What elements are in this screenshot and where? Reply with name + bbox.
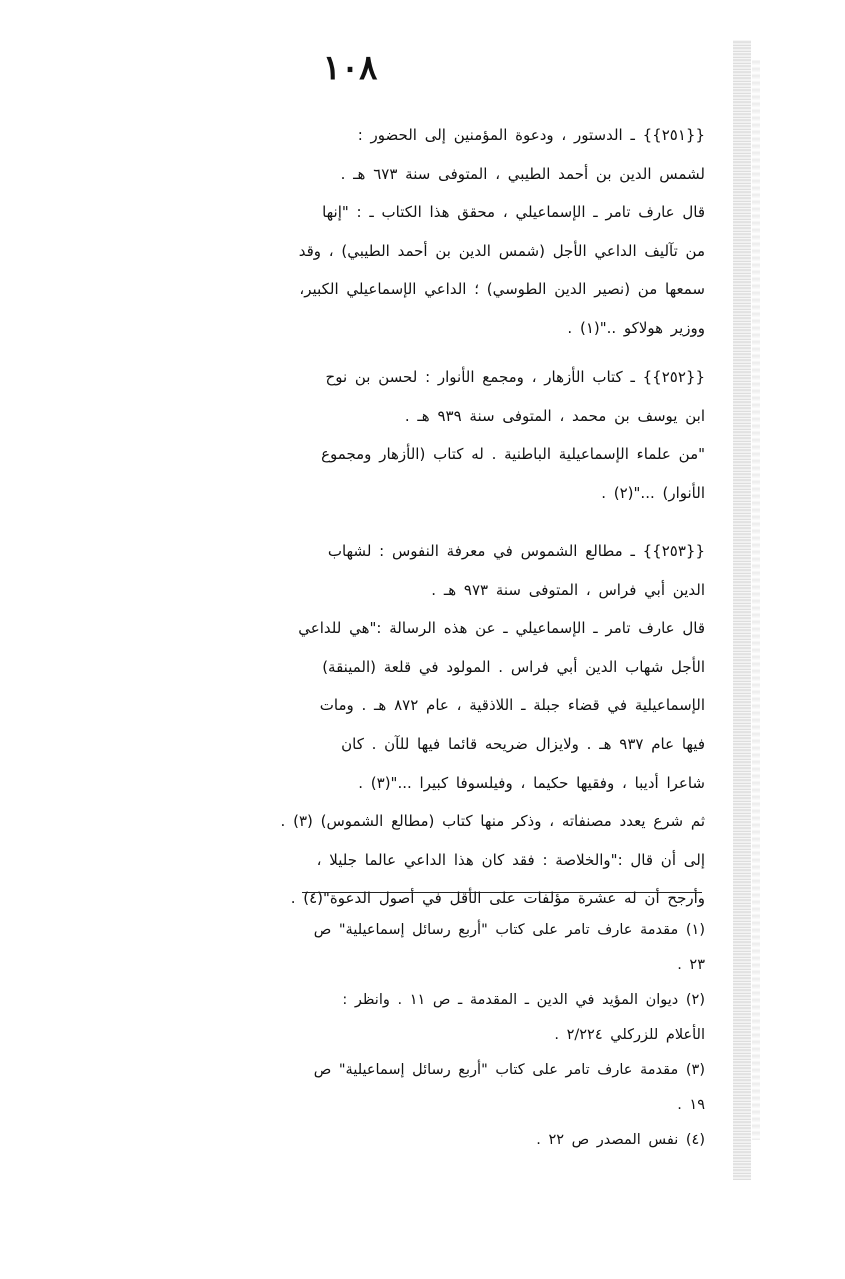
entry-line: فيها عام ٩٣٧ هـ . ولايزال ضريحه قائما فيها للآن . كان bbox=[341, 734, 705, 753]
entry-line: وأرجح أن له عشرة مؤلفات على الأقل في أصول الدعوة"(٤) . bbox=[290, 889, 705, 908]
entry-line: قال عارف تامر ـ الإسماعيلي ، محقق هذا الكتاب ـ : "إنها bbox=[322, 203, 705, 222]
footnote-line: ١٩ . bbox=[677, 1097, 705, 1113]
entry-line: الأجل شهاب الدين أبي فراس . المولود في قلعة (المينقة) bbox=[322, 657, 705, 676]
entry-line: شاعرا أديبا ، وفقيها حكيما ، وفيلسوفا كبيرا ..."(٣) . bbox=[358, 773, 705, 792]
footnote-line: ٢٣ . bbox=[677, 957, 705, 973]
footnote-line: (٤) نفس المصدر ص ٢٢ . bbox=[536, 1132, 705, 1148]
footnotes bbox=[125, 913, 705, 1158]
page-number: ١٠٨ bbox=[322, 48, 378, 88]
footnote-line: (٣) مقدمة عارف تامر على كتاب "أربع رسائل إسماعيلية" ص bbox=[313, 1062, 705, 1078]
entry-253 bbox=[145, 532, 705, 918]
footnote-divider bbox=[302, 892, 702, 893]
entry-line: {{٢٥٢}} ـ كتاب الأزهار ، ومجمع الأنوار : لحسن بن نوح bbox=[325, 368, 705, 386]
entry-line: الدين أبي فراس ، المتوفى سنة ٩٧٣ هـ . bbox=[431, 580, 705, 599]
entry-line: إلى أن قال :"والخلاصة : فقد كان هذا الداعي عالما جليلا ، bbox=[316, 850, 705, 869]
entry-line: لشمس الدين بن أحمد الطيبي ، المتوفى سنة ٦٧٣ هـ . bbox=[340, 164, 705, 183]
scan-binding-edge-shadow bbox=[752, 60, 760, 1140]
entry-line: ووزير هولاكو .."(١) . bbox=[567, 318, 705, 337]
entry-line: سمعها من (نصير الدين الطوسي) ؛ الداعي الإسماعيلي الكبير، bbox=[299, 280, 705, 299]
entry-252 bbox=[145, 358, 705, 512]
entry-line: {{٢٥٣}} ـ مطالع الشموس في معرفة النفوس : لشهاب bbox=[327, 542, 705, 560]
footnote-line: (٢) ديوان المؤيد في الدين ـ المقدمة ـ ص ١١ . وانظر : bbox=[342, 992, 705, 1008]
entry-line: "من علماء الإسماعيلية الباطنية . له كتاب (الأزهار ومجموع bbox=[321, 445, 705, 464]
footnote-line: الأعلام للزركلي ٢/٢٢٤ . bbox=[554, 1027, 705, 1043]
scan-binding-edge bbox=[733, 40, 751, 1180]
entry-line: {{٢٥١}} ـ الدستور ، ودعوة المؤمنين إلى الحضور : bbox=[357, 126, 705, 144]
entry-251 bbox=[145, 116, 705, 348]
footnote-line: (١) مقدمة عارف تامر على كتاب "أربع رسائل إسماعيلية" ص bbox=[313, 922, 705, 938]
entry-line: ثم شرع يعدد مصنفاته ، وذكر منها كتاب (مطالع الشموس) (٣) . bbox=[280, 812, 705, 831]
entry-line: من تآليف الداعي الأجل (شمس الدين بن أحمد الطيبي) ، وقد bbox=[298, 241, 705, 260]
entry-line: قال عارف تامر ـ الإسماعيلي ـ عن هذه الرسالة :"هي للداعي bbox=[298, 619, 705, 638]
entry-line: الأنوار) ..."(٢) . bbox=[601, 483, 705, 502]
entry-line: ابن يوسف بن محمد ، المتوفى سنة ٩٣٩ هـ . bbox=[404, 406, 705, 425]
entry-line: الإسماعيلية في قضاء جبلة ـ اللاذقية ، عام ٨٧٢ هـ . ومات bbox=[319, 696, 705, 715]
